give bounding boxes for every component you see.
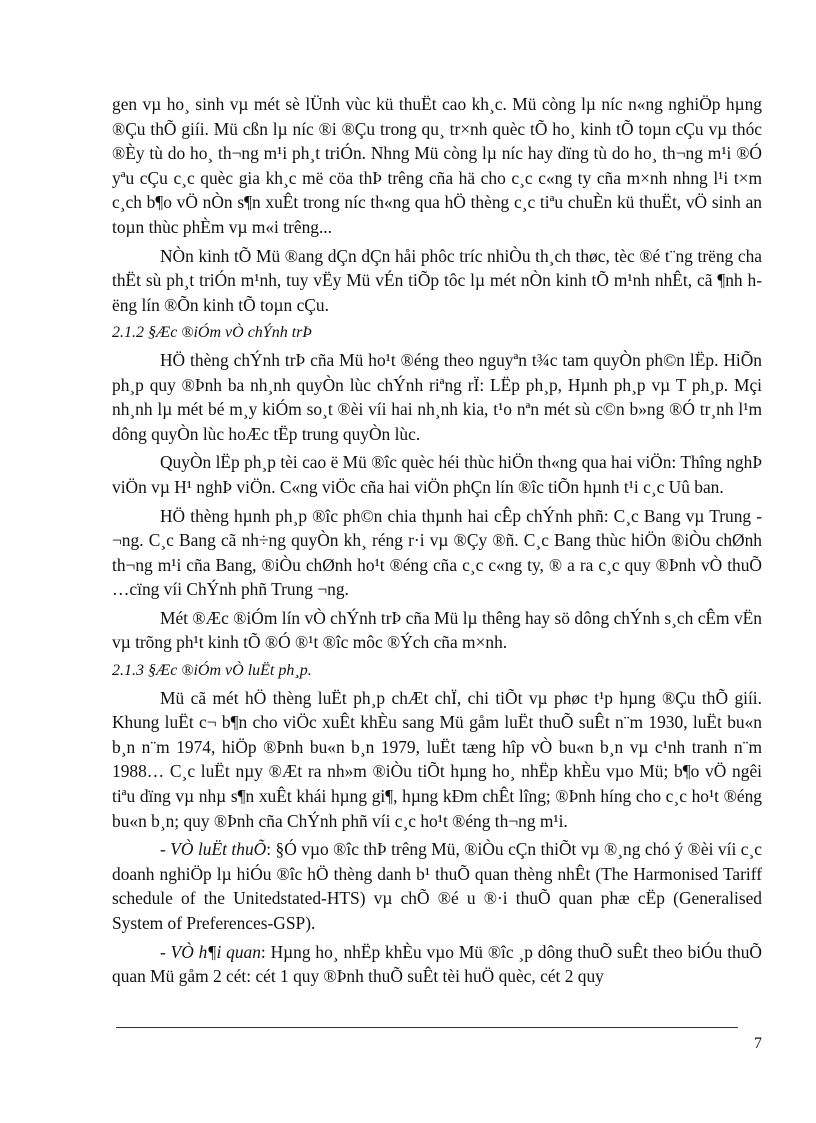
paragraph-economy-intro: gen vµ ho¸ sinh vµ mét sè lÜnh vùc kü thuËt cao kh¸c. Mü còng lµ níc n«ng nghiÖp hµng ®Çu thÕ giíi. Mü cßn lµ níc ®i ®Çu trong qu¸ tr×nh quèc tÕ ho¸ kinh tÕ toµn cÇu vµ thóc ®Èy tù do ho¸ th¬ng m¹i ph¸t triÓn. Nhng Mü còng lµ níc hay dïng tù do ho¸ th¬ng m¹i ®Ó yªu cÇu c¸c quèc gia kh¸c më cöa thÞ trêng cña hä cho c¸c c«ng ty cña m×nh nhng l¹i t×m c¸ch b¶o vÖ nÒn s¶n xuÊt trong níc th«ng qua hÖ thèng c¸c tiªu chuÈn kü thuËt, vÖ sinh an toµn thùc phÈm vµ m«i trêng... — [112, 94, 762, 237]
page-number: 7 — [754, 1035, 762, 1052]
customs-text: : Hµng ho¸ nhËp khÈu vµo Mü ®îc ¸p dông thuÕ suÊt theo biÓu thuÕ quan Mü gåm 2 cét: cét 1 quy ®Þnh thuÕ suÊt tèi huÖ quèc, cét 2 quy — [112, 941, 762, 987]
heading-political-features: 2.1.2 §Æc ®iÓm vÒ chÝnh trÞ — [112, 324, 313, 342]
footer-rule — [116, 1027, 738, 1028]
paragraph-legislative: QuyÒn lËp ph¸p tèi cao ë Mü ®îc quèc héi thùc hiÖn th«ng qua hai viÖn: Thîng nghÞ viÖn vµ H¹ nghÞ viÖn. C«ng viÖc cña hai viÖn phÇn lín ®îc tiÕn hµnh t¹i c¸c Uû ban. — [112, 452, 762, 497]
tax-law-text: : §Ó vµo ®îc thÞ trêng Mü, ®iÒu cÇn thiÕt vµ ®¸ng chó ý ®èi víi c¸c doanh nghiÖp lµ hiÓu ®îc hÖ thèng danh b¹ thuÕ quan thèng nhÊt (The Harmonised Tariff schedule of the Unitedstated-HTS) vµ chÕ ®é u ®·i thuÕ quan phæ cËp (Generalised System of Preferences-GSP). — [112, 839, 763, 933]
heading-legal-features: 2.1.3 §Æc ®iÓm vÒ luËt ph¸p. — [112, 662, 312, 680]
paragraph-legal-system: Mü cã mét hÖ thèng luËt ph¸p chÆt chÏ, chi tiÕt vµ phøc t¹p hµng ®Çu thÕ giíi. Khung luËt c¬ b¶n cho viÖc xuÊt khÈu sang Mü gåm luËt thuÕ suÊt n¨m 1930, luËt bu«n b¸n n¨m 1974, hiÖp ®Þnh bu«n b¸n 1979, luËt tæng hîp vÒ bu«n b¸n vµ c¹nh tranh n¨m 1988… C¸c luËt nµy ®Æt ra nh»m ®iÒu tiÕt hµng ho¸ nhËp khÈu vµo Mü; b¶o vÖ ngêi tiªu dïng vµ nhµ s¶n xuÊt khái hµng gi¶, hµng kÐm chÊt lîng; ®Þnh híng cho c¸c ho¹t ®éng bu«n b¸n; quy ®Þnh cña ChÝnh phñ víi c¸c ho¹t ®éng th¬ng m¹i. — [112, 687, 762, 831]
paragraph-customs — [112, 940, 762, 989]
paragraph-economy-status: NÒn kinh tÕ Mü ®ang dÇn dÇn håi phôc tríc nhiÒu th¸ch thøc, tèc ®é t¨ng trëng cha thËt sù ph¸t triÓn m¹nh, tuy vËy Mü vÉn tiÕp tôc lµ mét nÒn kinh tÕ m¹nh nhÊt, cã ¶nh hëng lín ®Õn kinh tÕ toµn cÇu. — [112, 245, 762, 315]
tax-law-lead: - VÒ luËt thuÕ — [160, 839, 267, 860]
paragraph-tax-law — [112, 837, 762, 935]
customs-lead: - VÒ h¶i quan — [160, 941, 261, 962]
paragraph-political-trait: Mét ®Æc ®iÓm lín vÒ chÝnh trÞ cña Mü lµ thêng hay sö dông chÝnh s¸ch cÊm vËn vµ trõng ph¹t kinh tÕ ®Ó ®¹t ®îc môc ®Ých cña m×nh. — [112, 607, 762, 653]
page-body — [112, 92, 762, 993]
paragraph-executive: HÖ thèng hµnh ph¸p ®îc ph©n chia thµnh hai cÊp chÝnh phñ: C¸c Bang vµ Trung ¬ng. C¸c Bang cã nh÷ng quyÒn kh¸ réng r·i vµ ®Çy ®ñ. C¸c Bang thùc hiÖn ®iÒu chØnh th¬ng m¹i cña Bang, ®iÒu chØnh ho¹t ®éng cña c¸c c«ng ty, ® a ra c¸c quy ®Þnh vÒ thuÕ …cïng víi ChÝnh phñ Trung ¬ng. — [112, 505, 762, 600]
paragraph-political-system: HÖ thèng chÝnh trÞ cña Mü ho¹t ®éng theo nguyªn t¾c tam quyÒn ph©n lËp. HiÕn ph¸p quy ®Þnh ba nh¸nh quyÒn lùc chÝnh riªng rÏ: LËp ph¸p, Hµnh ph¸p vµ T ph¸p. Mçi nh¸nh lµ mét bé m¸y kiÓm so¸t ®èi víi hai nh¸nh kia, t¹o nªn mét sù c©n b»ng ®Ó tr¸nh l¹m dông quyÒn lùc hoÆc tËp trung quyÒn lùc. — [112, 349, 762, 444]
